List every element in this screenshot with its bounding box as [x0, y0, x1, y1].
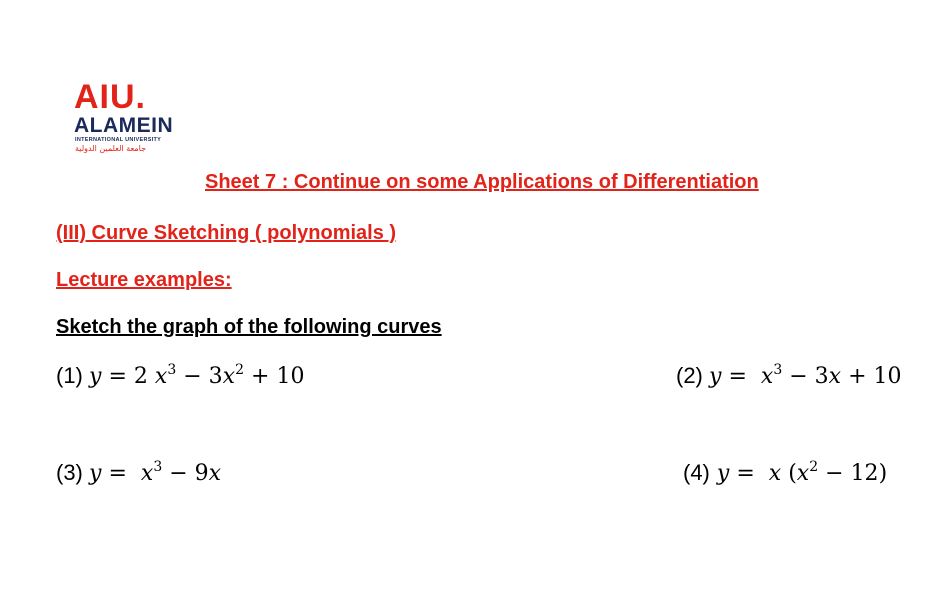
- math-op: =: [108, 461, 127, 486]
- math-op: −: [183, 364, 202, 389]
- math-var: y: [709, 364, 722, 389]
- math-var: x: [222, 364, 236, 389]
- math-num: 12: [850, 461, 879, 486]
- math-var: y: [89, 461, 102, 486]
- math-var: x: [208, 461, 222, 486]
- math-num: 3: [208, 364, 223, 389]
- math-num: 3: [814, 364, 829, 389]
- math-exponent: 3: [167, 362, 177, 378]
- equation-2: [676, 363, 902, 390]
- equation-4: [683, 460, 887, 487]
- instruction-text: Sketch the graph of the following curves: [56, 316, 442, 338]
- logo-mark: AIU.: [74, 78, 146, 116]
- math-op: =: [108, 364, 127, 389]
- lecture-examples-label: Lecture examples:: [56, 269, 232, 291]
- math-op: −: [169, 461, 188, 486]
- equation-1: [56, 363, 304, 390]
- math-op: =: [728, 364, 747, 389]
- math-var: y: [716, 461, 730, 486]
- math-num: 10: [873, 364, 902, 389]
- math-num: 10: [276, 364, 305, 389]
- math-exponent: 2: [235, 362, 245, 378]
- math-paren: (: [788, 461, 797, 486]
- math-var: x: [154, 364, 168, 389]
- equation-label: (2): [676, 363, 703, 388]
- math-num: 9: [194, 461, 209, 486]
- sheet-title: Sheet 7 : Continue on some Applications of Differentiation: [205, 171, 759, 193]
- equation-label: (3): [56, 460, 83, 485]
- equation-label: (4): [683, 460, 710, 485]
- section-title: (III) Curve Sketching ( polynomials ): [56, 222, 397, 244]
- math-var: x: [828, 364, 842, 389]
- equation-label: (1): [56, 363, 83, 388]
- math-op: +: [848, 364, 867, 389]
- math-op: =: [736, 461, 755, 486]
- logo-arabic-name: جامعة العلمين الدولية: [75, 144, 147, 153]
- math-var: x: [796, 461, 810, 486]
- logo-name: ALAMEIN: [74, 114, 174, 137]
- math-exponent: 3: [773, 362, 783, 378]
- math-var: y: [89, 364, 102, 389]
- math-op: −: [825, 461, 844, 486]
- math-num: 2: [133, 364, 148, 389]
- math-op: −: [789, 364, 808, 389]
- math-exponent: 2: [809, 459, 819, 475]
- math-var: x: [768, 461, 782, 486]
- math-exponent: 3: [153, 459, 163, 475]
- university-logo: [74, 80, 204, 152]
- math-var: x: [140, 461, 154, 486]
- math-var: x: [760, 364, 774, 389]
- logo-subtitle: INTERNATIONAL UNIVERSITY: [75, 137, 162, 143]
- math-paren: ): [878, 461, 888, 486]
- equation-3: [56, 460, 221, 487]
- math-op: +: [251, 364, 270, 389]
